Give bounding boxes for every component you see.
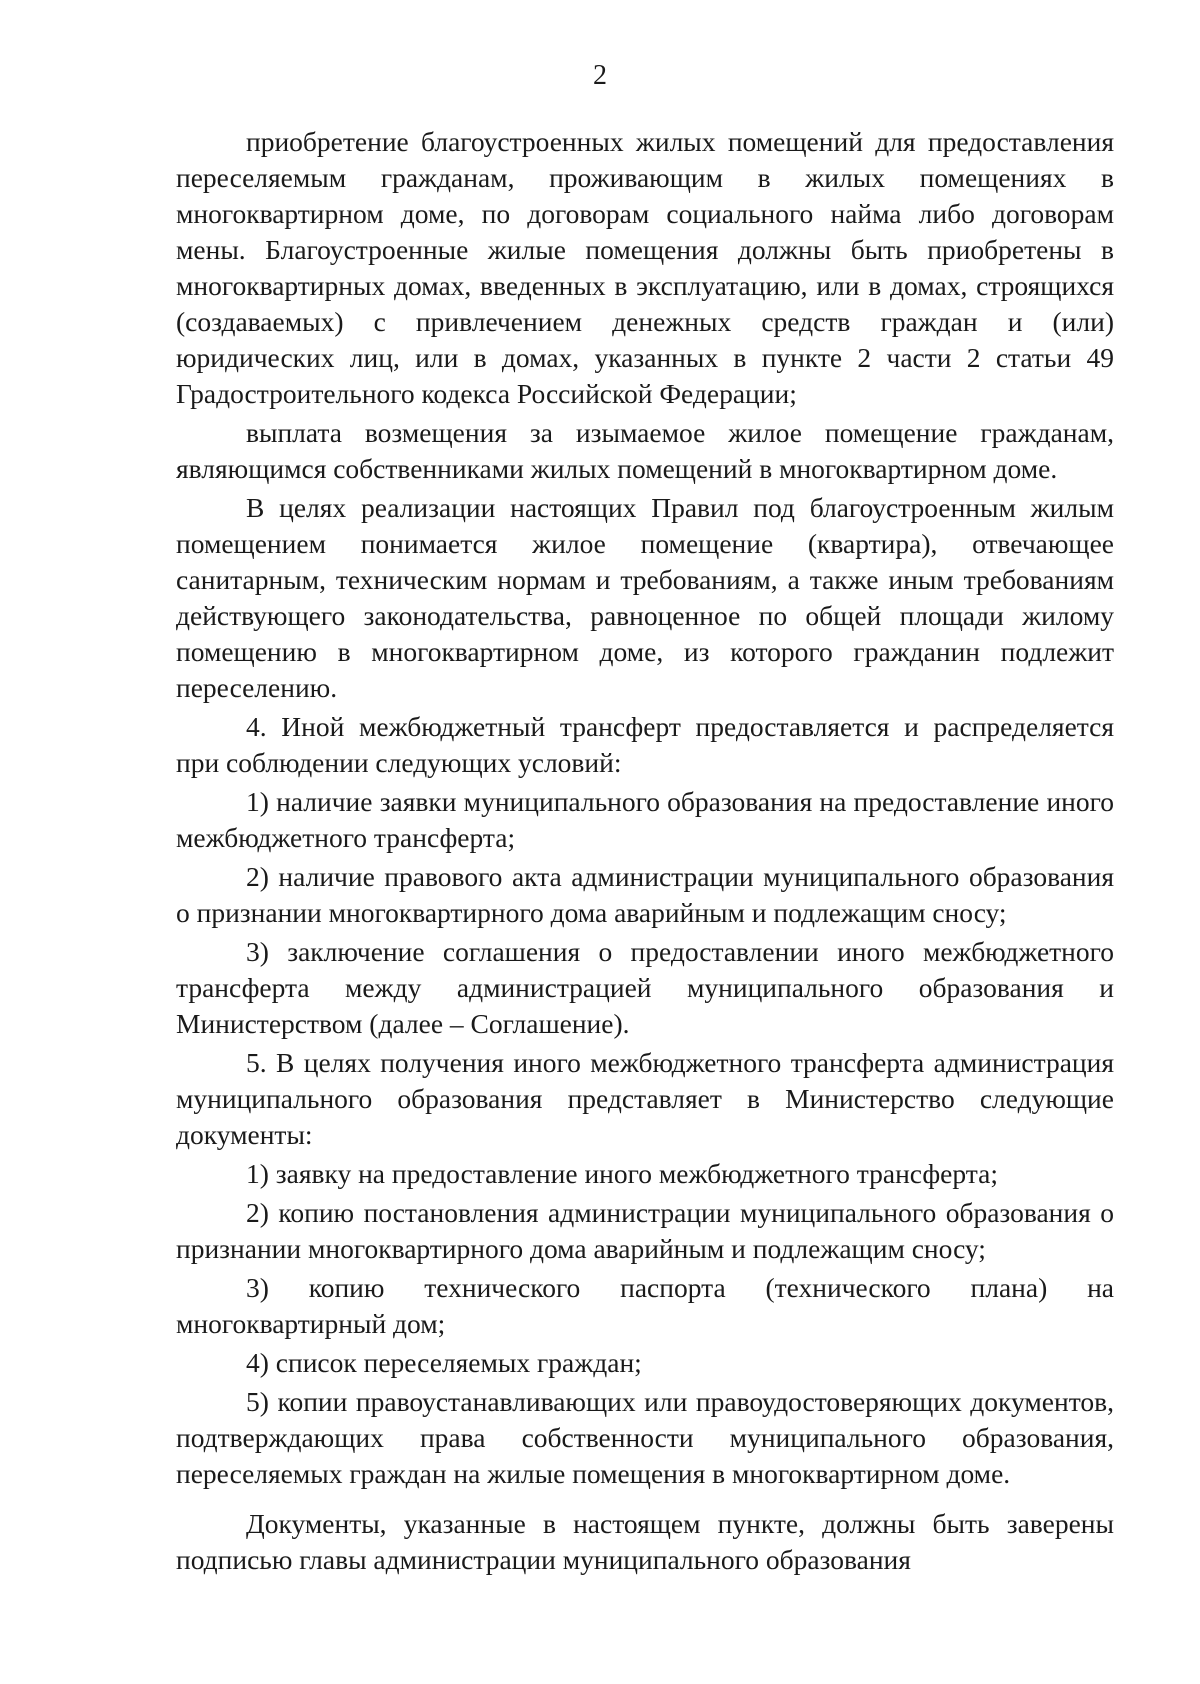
document-body: [176, 124, 1114, 1578]
paragraph-section-4: 4. Иной межбюджетный трансферт предоставляется и распределяется при соблюдении следующих условий:: [176, 711, 1114, 778]
list-item-document-4: 4) список переселяемых граждан;: [246, 1347, 642, 1378]
paragraph-certification: Документы, указанные в настоящем пункте, должны быть заверены подписью главы администрации муниципального образования: [176, 1508, 1114, 1575]
list-item-condition-2: 2) наличие правового акта администрации муниципального образования о признании многоквартирного дома аварийным и подлежащим сносу;: [176, 861, 1114, 928]
list-item-document-2: 2) копию постановления администрации муниципального образования о признании многоквартирного дома аварийным и подлежащим сносу;: [176, 1197, 1114, 1264]
list-item-condition-3: 3) заключение соглашения о предоставлении иного межбюджетного трансферта между администрацией муниципального образования и Министерством (далее – Соглашение).: [176, 936, 1114, 1039]
page-number: 2: [593, 60, 607, 91]
paragraph-compensation-payment: выплата возмещения за изымаемое жилое помещение гражданам, являющимся собственниками жилых помещений в многоквартирном доме.: [176, 417, 1114, 484]
list-item-document-3: 3) копию технического паспорта (технического плана) на многоквартирный дом;: [176, 1272, 1114, 1339]
paragraph-section-5: 5. В целях получения иного межбюджетного трансферта администрация муниципального образования представляет в Министерство следующие документы:: [176, 1047, 1114, 1150]
list-item-document-5: 5) копии правоустанавливающих или правоудостоверяющих документов, подтверждающих права собственности муниципального образования, переселяемых граждан на жилые помещения в многоквартирном доме.: [176, 1386, 1114, 1489]
paragraph-housing-acquisition: приобретение благоустроенных жилых помещений для предоставления переселяемым гражданам, проживающим в жилых помещениях в многоквартирном доме, по договорам социального найма либо договорам мены. Благоустроенные жилые помещения должны быть приобретены в многоквартирных домах, введенных в эксплуатацию, или в домах, строящихся (создаваемых) с привлечением денежных средств граждан и (или) юридических лиц, или в домах, указанных в пункте 2 части 2 статьи 49 Градостроительного кодекса Российской Федерации;: [176, 126, 1114, 409]
list-item-condition-1: 1) наличие заявки муниципального образования на предоставление иного межбюджетного трансферта;: [176, 786, 1114, 853]
list-item-document-1: 1) заявку на предоставление иного межбюджетного трансферта;: [246, 1158, 998, 1189]
paragraph-definition: В целях реализации настоящих Правил под благоустроенным жилым помещением понимается жилое помещение (квартира), отвечающее санитарным, техническим нормам и требованиям, а также иным требованиям действующего законодательства, равноценное по общей площади жилому помещению в многоквартирном доме, из которого гражданин подлежит переселению.: [176, 492, 1114, 703]
